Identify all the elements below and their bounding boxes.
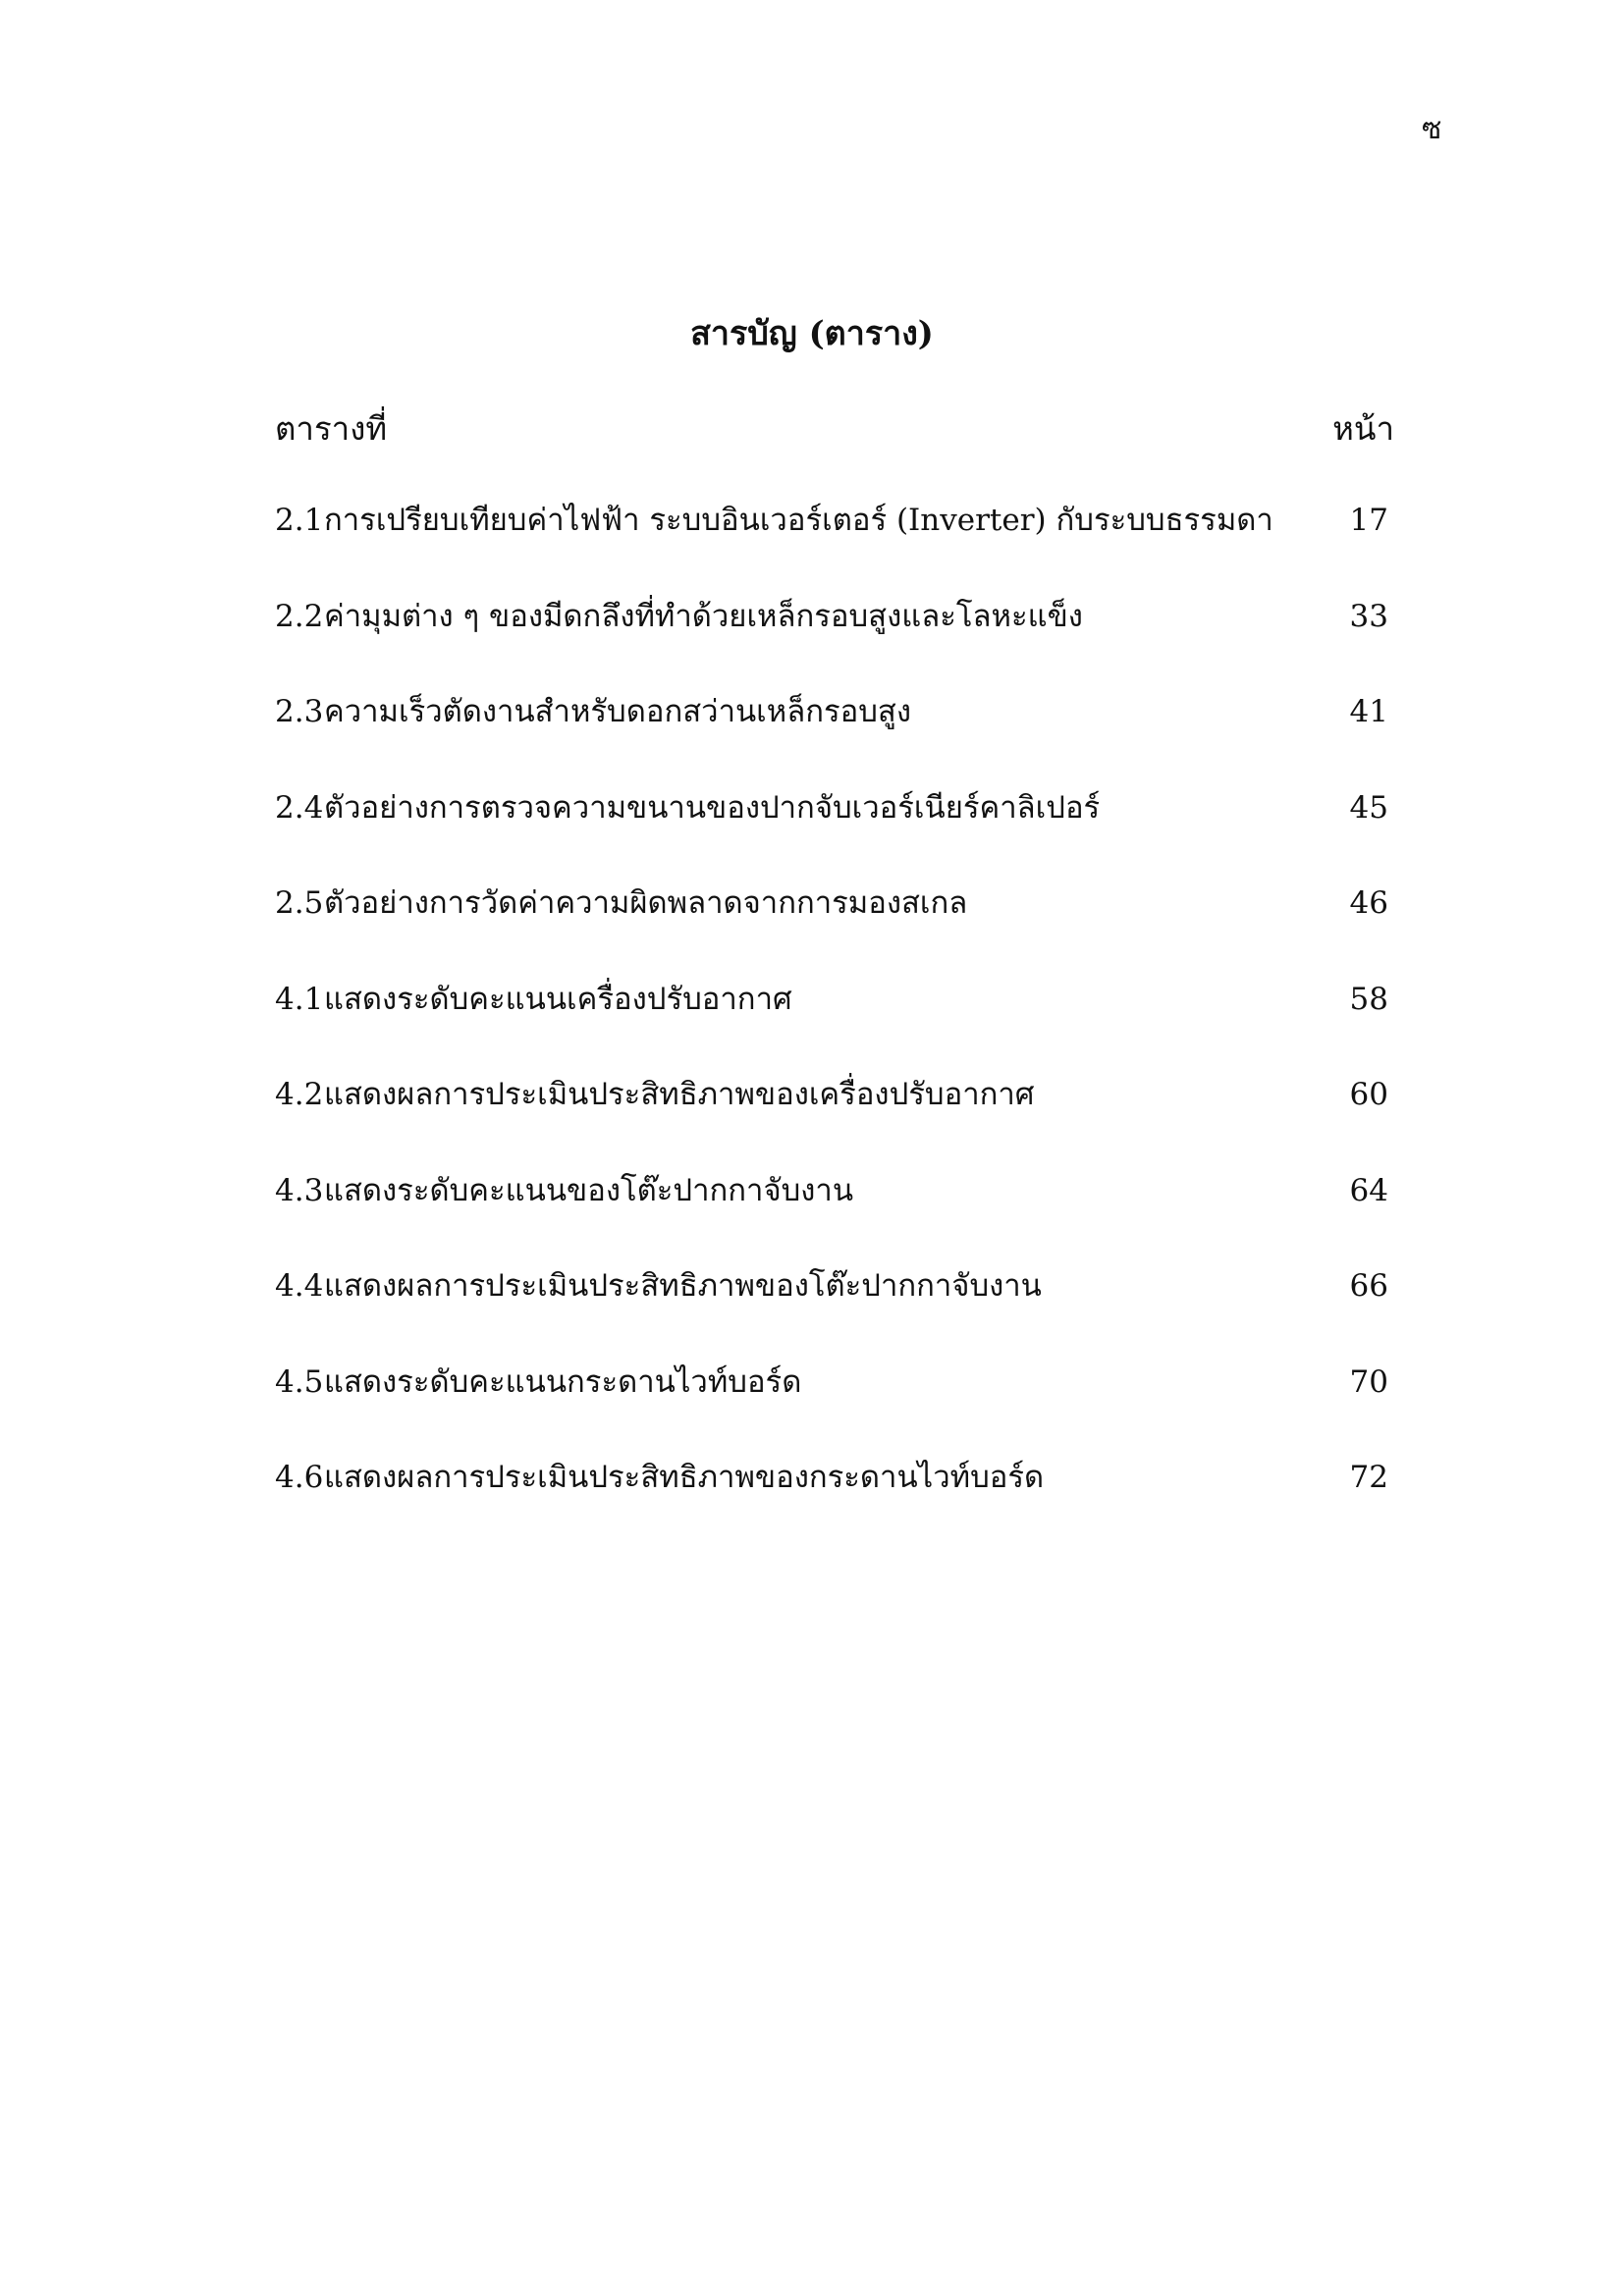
entry-page: 17 — [1349, 503, 1388, 538]
entry-page: 33 — [1349, 598, 1388, 634]
entry-title: ความเร็วตัดงานสำหรับดอกสว่านเหล็กรอบสูง — [324, 694, 911, 729]
toc-entry-4-5[interactable] — [275, 1362, 1394, 1459]
toc-entry-4-6[interactable] — [275, 1458, 1394, 1554]
entry-title: ตัวอย่างการวัดค่าความผิดพลาดจากการมองสเกล — [324, 885, 968, 921]
table-column-header: ตารางที่ — [275, 409, 388, 448]
page-column-header: หน้า — [1332, 409, 1394, 448]
entry-number: 4.1 — [275, 981, 324, 1017]
toc-entry-4-3[interactable] — [275, 1171, 1394, 1267]
toc-entry-2-1[interactable] — [275, 501, 1394, 597]
toc-entry-2-5[interactable] — [275, 883, 1394, 980]
table-of-contents-list — [275, 501, 1394, 1554]
entry-number: 2.4 — [275, 789, 324, 826]
entry-page: 70 — [1349, 1363, 1388, 1400]
toc-entry-2-4[interactable] — [275, 788, 1394, 884]
entry-number: 4.3 — [275, 1172, 324, 1208]
entry-number: 2.2 — [275, 598, 324, 634]
entry-title: แสดงระดับคะแนนกระดานไวท์บอร์ด — [324, 1363, 802, 1400]
toc-entry-2-2[interactable] — [275, 597, 1394, 693]
entry-page: 45 — [1349, 789, 1388, 826]
toc-entry-2-3[interactable] — [275, 692, 1394, 788]
entry-number: 2.1 — [275, 503, 324, 538]
entry-title: ค่ามุมต่าง ๆ ของมีดกลึงที่ทำด้วยเหล็กรอบสูงและโลหะแข็ง — [324, 598, 1083, 634]
entry-page: 58 — [1349, 981, 1388, 1017]
entry-title: แสดงผลการประเมินประสิทธิภาพของกระดานไวท์บอร์ด — [324, 1460, 1045, 1495]
entry-number: 4.4 — [275, 1268, 324, 1304]
entry-title: แสดงระดับคะแนนเครื่องปรับอากาศ — [324, 981, 792, 1017]
entry-title: ตัวอย่างการตรวจความขนานของปากจับเวอร์เนียร์คาลิเปอร์ — [324, 789, 1101, 826]
entry-number: 4.6 — [275, 1460, 324, 1495]
entry-number: 4.2 — [275, 1077, 324, 1112]
entry-page: 66 — [1349, 1268, 1388, 1304]
entry-number: 2.5 — [275, 885, 324, 921]
entry-title: การเปรียบเทียบค่าไฟฟ้า ระบบอินเวอร์เตอร์ (Inverter) กับระบบธรรมดา — [324, 503, 1273, 538]
entry-page: 60 — [1349, 1077, 1388, 1112]
entry-title: แสดงระดับคะแนนของโต๊ะปากกาจับงาน — [324, 1172, 854, 1208]
entry-page: 72 — [1349, 1460, 1388, 1495]
toc-entry-4-2[interactable] — [275, 1075, 1394, 1171]
entry-page: 46 — [1349, 885, 1388, 921]
entry-number: 2.3 — [275, 694, 324, 729]
entry-page: 64 — [1349, 1172, 1388, 1208]
entry-title: แสดงผลการประเมินประสิทธิภาพของเครื่องปรับอากาศ — [324, 1077, 1035, 1112]
toc-entry-4-1[interactable] — [275, 980, 1394, 1076]
toc-entry-4-4[interactable] — [275, 1266, 1394, 1362]
page-title: สารบัญ (ตาราง) — [690, 314, 934, 353]
entry-number: 4.5 — [275, 1363, 324, 1400]
entry-page: 41 — [1349, 694, 1388, 729]
page-number: ซ — [1422, 112, 1442, 146]
entry-title: แสดงผลการประเมินประสิทธิภาพของโต๊ะปากกาจับงาน — [324, 1268, 1042, 1304]
